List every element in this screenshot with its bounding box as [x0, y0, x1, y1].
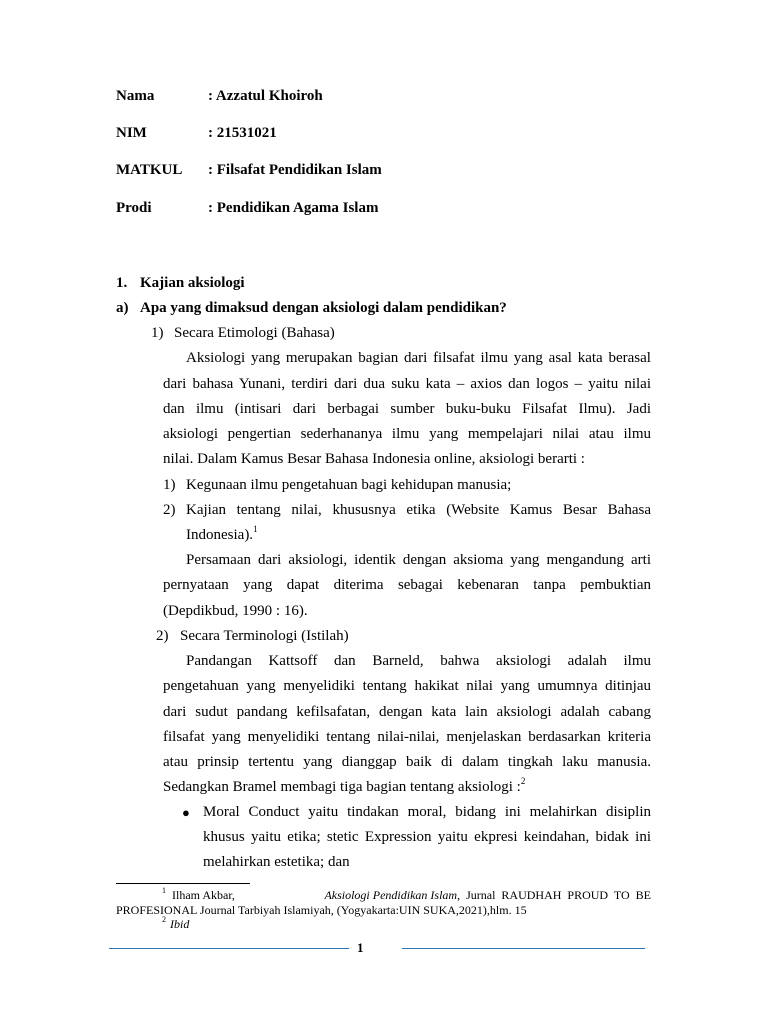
sub2-bullet-line2: khusus yaitu etika; stetic Expression yaitu ekpresi keindahan, bidak ini — [203, 829, 651, 845]
footnote-ref-2[interactable]: 2 — [520, 776, 526, 786]
sub1-para1-line5: nilai. Dalam Kamus Besar Bahasa Indonesia online, aksiologi berarti : — [163, 451, 585, 467]
sub2-bullet-line1: Moral Conduct yaitu tindakan moral, bidang ini melahirkan disiplin — [203, 804, 651, 820]
sub1-list-2-line1: Kajian tentang nilai, khususnya etika (Website Kamus Besar Bahasa — [186, 502, 651, 518]
sub1-para1-line1: Aksiologi yang merupakan bagian dari filsafat ilmu yang asal kata berasal — [186, 350, 651, 366]
footnote-2-ref: 2 — [162, 915, 166, 924]
sub2-marker: 2) — [156, 628, 169, 644]
footnote-1-ref: 1 — [162, 886, 166, 895]
sub1-para1-line3: dan ilmu (intisari dari berbagai sumber buku-buku Filsafat Ilmu). Jadi — [163, 401, 651, 417]
label-prodi: Prodi — [116, 200, 152, 216]
label-nim: NIM — [116, 125, 147, 141]
sub2-para-line2: pengetahuan yang menyelidiki tentang hakikat nilai yang umumnya ditinjau — [163, 678, 651, 694]
sub1-para1-line4: aksiologi pengertian sederhananya ilmu yang mempelajari nilai atau ilmu — [163, 426, 651, 442]
sub1-list-1-text: Kegunaan ilmu pengetahuan bagi kehidupan manusia; — [186, 477, 512, 493]
section-number: 1. — [116, 275, 128, 291]
sub1-para2-line2: pernyataan yang dapat diterima sebagai kebenaran tanpa pembuktian — [163, 577, 651, 593]
sub1-para2-line1: Persamaan dari aksiologi, identik dengan aksioma yang mengandung arti — [186, 552, 651, 568]
footnote-1-line1 — [116, 888, 651, 903]
question-text: Apa yang dimaksud dengan aksiologi dalam pendidikan? — [140, 300, 507, 316]
sub2-para-line3: dari sudut pandang kefilsafatan, dengan kata lain aksiologi adalah cabang — [163, 704, 651, 720]
sub2-para-line6 — [163, 776, 526, 796]
footnote-1-author: Ilham Akbar, — [172, 888, 235, 902]
value-nim: : 21531021 — [208, 125, 277, 141]
sub2-bullet-line3: melahirkan estetika; dan — [203, 854, 350, 870]
sub2-title: Secara Terminologi (Istilah) — [180, 628, 349, 644]
footnote-2-text: Ibid — [170, 917, 190, 931]
sub2-para-line4: filsafat yang menyelidiki tentang nilai-nilai, menjelaskan berdasarkan kriteria — [163, 729, 651, 745]
footnote-1-title-wrap — [324, 888, 651, 903]
sub2-para-line6-text: Sedangkan Bramel membagi tiga bagian tentang aksiologi : — [163, 779, 521, 795]
bullet-dot-icon: ● — [182, 805, 190, 820]
sub1-marker: 1) — [151, 325, 164, 341]
label-nama: Nama — [116, 88, 155, 104]
sub1-title: Secara Etimologi (Bahasa) — [174, 325, 335, 341]
sub1-para2-line3: (Depdikbud, 1990 : 16). — [163, 603, 308, 619]
sub1-list-2-line2 — [186, 524, 258, 544]
question-marker: a) — [116, 300, 129, 316]
footnote-2 — [162, 917, 189, 932]
sub1-list-2-line2-text: Indonesia). — [186, 527, 254, 543]
value-nama: : Azzatul Khoiroh — [208, 88, 323, 104]
footer-rule-left — [109, 948, 349, 949]
sub1-list-1-marker: 1) — [163, 477, 176, 493]
sub2-para-line1: Pandangan Kattsoff dan Barneld, bahwa aksiologi adalah ilmu — [186, 653, 651, 669]
footnote-ref-1[interactable]: 1 — [253, 524, 258, 534]
sub2-para-line5: atau prinsip tertentu yang dianggap baik di dalam tingkah laku manusia. — [163, 754, 651, 770]
footer-rule-right — [402, 948, 645, 949]
sub1-list-2-marker: 2) — [163, 502, 176, 518]
footnote-1-lead — [116, 888, 235, 903]
footnote-1-title: Aksiologi Pendidikan Islam — [324, 888, 458, 902]
section-title: Kajian aksiologi — [140, 275, 245, 291]
page-number: 1 — [357, 940, 364, 955]
footnote-1-line2: PROFESIONAL Journal Tarbiyah Islamiyah, (Yogyakarta:UIN SUKA,2021),hlm. 15 — [116, 903, 527, 917]
label-matkul: MATKUL — [116, 162, 183, 178]
sub1-para1-line2: dari bahasa Yunani, terdiri dari dua suku kata – axios dan logos – yaitu nilai — [163, 376, 651, 392]
footnote-separator — [116, 883, 250, 884]
value-matkul: : Filsafat Pendidikan Islam — [208, 162, 382, 178]
value-prodi: : Pendidikan Agama Islam — [208, 200, 379, 216]
footnote-1-rest: , Jurnal RAUDHAH PROUD TO BE — [457, 888, 651, 902]
